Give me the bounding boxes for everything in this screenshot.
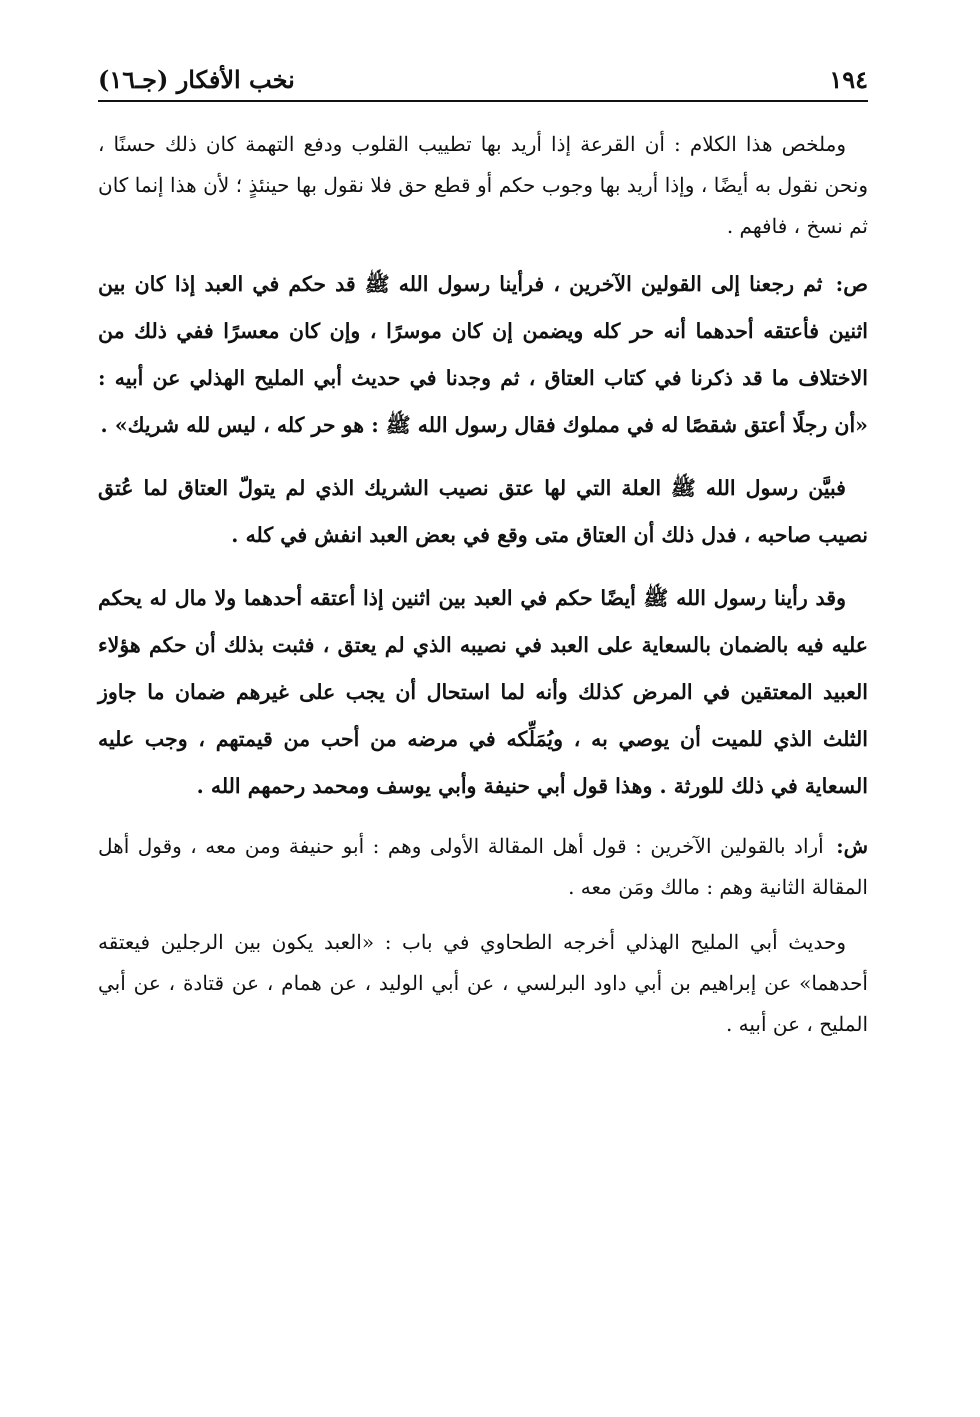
paragraph-text-sad — [98, 261, 868, 449]
paragraph-text: وقد رأينا رسول الله ﷺ أيضًا حكم في العبد بين اثنين إذا أعتقه أحدهما ولا مال له يحكم عليه فيه بالضمان بالسعاية على العبد في نصيبه الذي لم يعتق ، فثبت بذلك أن حكم هؤلاء العبيد المعتقين في المرض كذلك وأنه لما استحال أن يجب على غيرهم ضمان ما جاوز الثلث الذي للميت أن يوصي به ، ويُمَلِّكه في مرضه من أحب من قيمتهم ، وجب عليه السعاية في ذلك للورثة . وهذا قول أبي حنيفة وأبي يوسف ومحمد رحمهم الله . — [98, 586, 868, 798]
header-rule — [98, 100, 868, 102]
document-page — [98, 60, 868, 1059]
page-number: ١٩٤ — [829, 65, 868, 94]
text-body — [98, 124, 868, 1045]
page-header — [98, 60, 868, 100]
paragraph-ruling — [98, 575, 868, 810]
paragraph-text: فبيَّن رسول الله ﷺ العلة التي لها عتق نصيب الشريك الذي لم يتولّ العتاق لما عُتق نصيب صاحبه ، فدل ذلك أن العتاق متى وقع في بعض العبد انفش في كله . — [98, 476, 868, 547]
paragraph-text: وحديث أبي المليح الهذلي أخرجه الطحاوي في باب : «العبد يكون بين الرجلين فيعتقه أحدهما» عن إبراهيم بن أبي داود البرلسي ، عن أبي الوليد ، عن همام ، عن قتادة ، عن أبي المليح ، عن أبيه . — [98, 930, 868, 1036]
paragraph-text: أراد بالقولين الآخرين : قول أهل المقالة الأولى وهم : أبو حنيفة ومن معه ، وقول أهل المقالة الثانية وهم : مالك ومَن معه . — [98, 834, 868, 899]
paragraph-commentary-shin — [98, 826, 868, 908]
paragraph-marker: ص: — [835, 272, 868, 296]
book-title: نخب الأفكار (جـ١٦) — [98, 65, 295, 94]
paragraph-summary — [98, 124, 868, 247]
paragraph-hadith-source — [98, 922, 868, 1045]
paragraph-text: وملخص هذا الكلام : أن القرعة إذا أريد بها تطييب القلوب ودفع التهمة كان ذلك حسنًا ، ونحن نقول به أيضًا ، وإذا أريد بها وجوب حكم أو قطع حق فلا نقول بها حينئذٍ ؛ لأن هذا إنما كان ثم نسخ ، فافهم . — [98, 132, 868, 238]
paragraph-text: ثم رجعنا إلى القولين الآخرين ، فرأينا رسول الله ﷺ قد حكم في العبد إذا كان بين اثنين فأعتقه أحدهما أنه حر كله ويضمن إن كان موسرًا ، وإن كان معسرًا ففي ذلك من الاختلاف ما قد ذكرنا في كتاب العتاق ، ثم وجدنا في حديث أبي المليح الهذلي عن أبيه : «أن رجلًا أعتق شقصًا له في مملوك فقال رسول الله ﷺ : هو حر كله ، ليس لله شريك» . — [98, 272, 868, 437]
paragraph-cause — [98, 465, 868, 559]
paragraph-marker: ش: — [836, 834, 869, 858]
